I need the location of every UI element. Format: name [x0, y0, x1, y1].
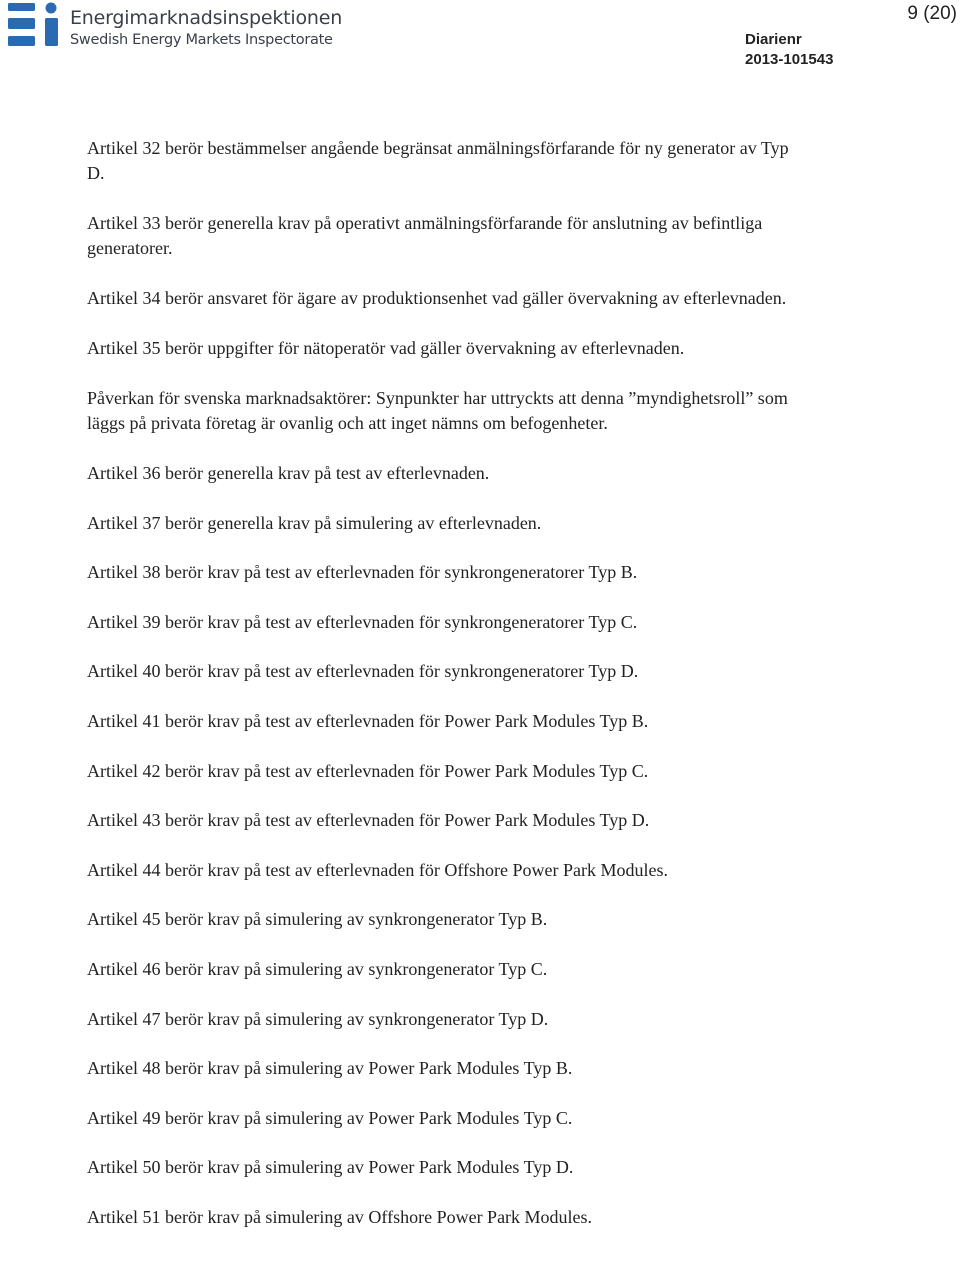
paragraph: Påverkan för svenska marknadsaktörer: Synpunkter har uttryckts att denna ”myndighetsroll” som läggs på privata företag är ovanlig och att inget nämns om befogenheter.	[87, 388, 788, 433]
organization-name-english: Swedish Energy Markets Inspectorate	[70, 32, 333, 48]
paragraph: Artikel 43 berör krav på test av efterlevnaden för Power Park Modules Typ D.	[87, 810, 650, 831]
organization-name-block	[70, 7, 342, 50]
organization-logo	[6, 2, 343, 52]
organization-name: Energimarknadsinspektionen	[70, 7, 343, 29]
paragraph: Artikel 38 berör krav på test av efterlevnaden för synkrongeneratorer Typ B.	[87, 562, 638, 583]
paragraph: Artikel 41 berör krav på test av efterlevnaden för Power Park Modules Typ B.	[87, 710, 649, 731]
paragraph: Artikel 34 berör ansvaret för ägare av produktionsenhet vad gäller övervakning av efterlevnaden.	[87, 288, 787, 308]
paragraph: Artikel 50 berör krav på simulering av Power Park Modules Typ D.	[87, 1157, 574, 1178]
paragraph: Artikel 46 berör krav på simulering av synkrongenerator Typ C.	[87, 958, 548, 979]
paragraph: Artikel 39 berör krav på test av efterlevnaden för synkrongeneratorer Typ C.	[87, 611, 638, 632]
diarie-label: Diarienr	[745, 31, 802, 48]
paragraph: Artikel 48 berör krav på simulering av Power Park Modules Typ B.	[87, 1058, 573, 1079]
paragraph: Artikel 40 berör krav på test av efterlevnaden för synkrongeneratorer Typ D.	[87, 661, 639, 682]
paragraph: Artikel 47 berör krav på simulering av synkrongenerator Typ D.	[87, 1008, 549, 1029]
paragraph: Artikel 35 berör uppgifter för nätoperatör vad gäller övervakning av efterlevnaden.	[87, 338, 685, 358]
diarie-block	[745, 30, 833, 70]
paragraph: Artikel 51 berör krav på simulering av Offshore Power Park Modules.	[87, 1206, 593, 1227]
paragraph: Artikel 32 berör bestämmelser angående begränsat anmälningsförfarande för ny generator av Typ D.	[87, 138, 789, 183]
paragraph: Artikel 45 berör krav på simulering av synkrongenerator Typ B.	[87, 909, 548, 930]
paragraph: Artikel 42 berör krav på test av efterlevnaden för Power Park Modules Typ C.	[87, 760, 649, 781]
paragraph: Artikel 44 berör krav på test av efterlevnaden för Offshore Power Park Modules.	[87, 859, 668, 880]
paragraph: Artikel 36 berör generella krav på test av efterlevnaden.	[87, 463, 490, 483]
diarie-number: 2013-101543	[745, 51, 834, 68]
paragraph: Artikel 33 berör generella krav på operativt anmälningsförfarande för anslutning av befintliga generatorer.	[87, 213, 763, 258]
paragraph: Artikel 49 berör krav på simulering av Power Park Modules Typ C.	[87, 1107, 573, 1128]
ei-logo-icon	[6, 2, 66, 50]
page-number: 9 (20)	[907, 3, 957, 24]
paragraph: Artikel 37 berör generella krav på simulering av efterlevnaden.	[87, 512, 542, 533]
document-body	[87, 136, 807, 1255]
